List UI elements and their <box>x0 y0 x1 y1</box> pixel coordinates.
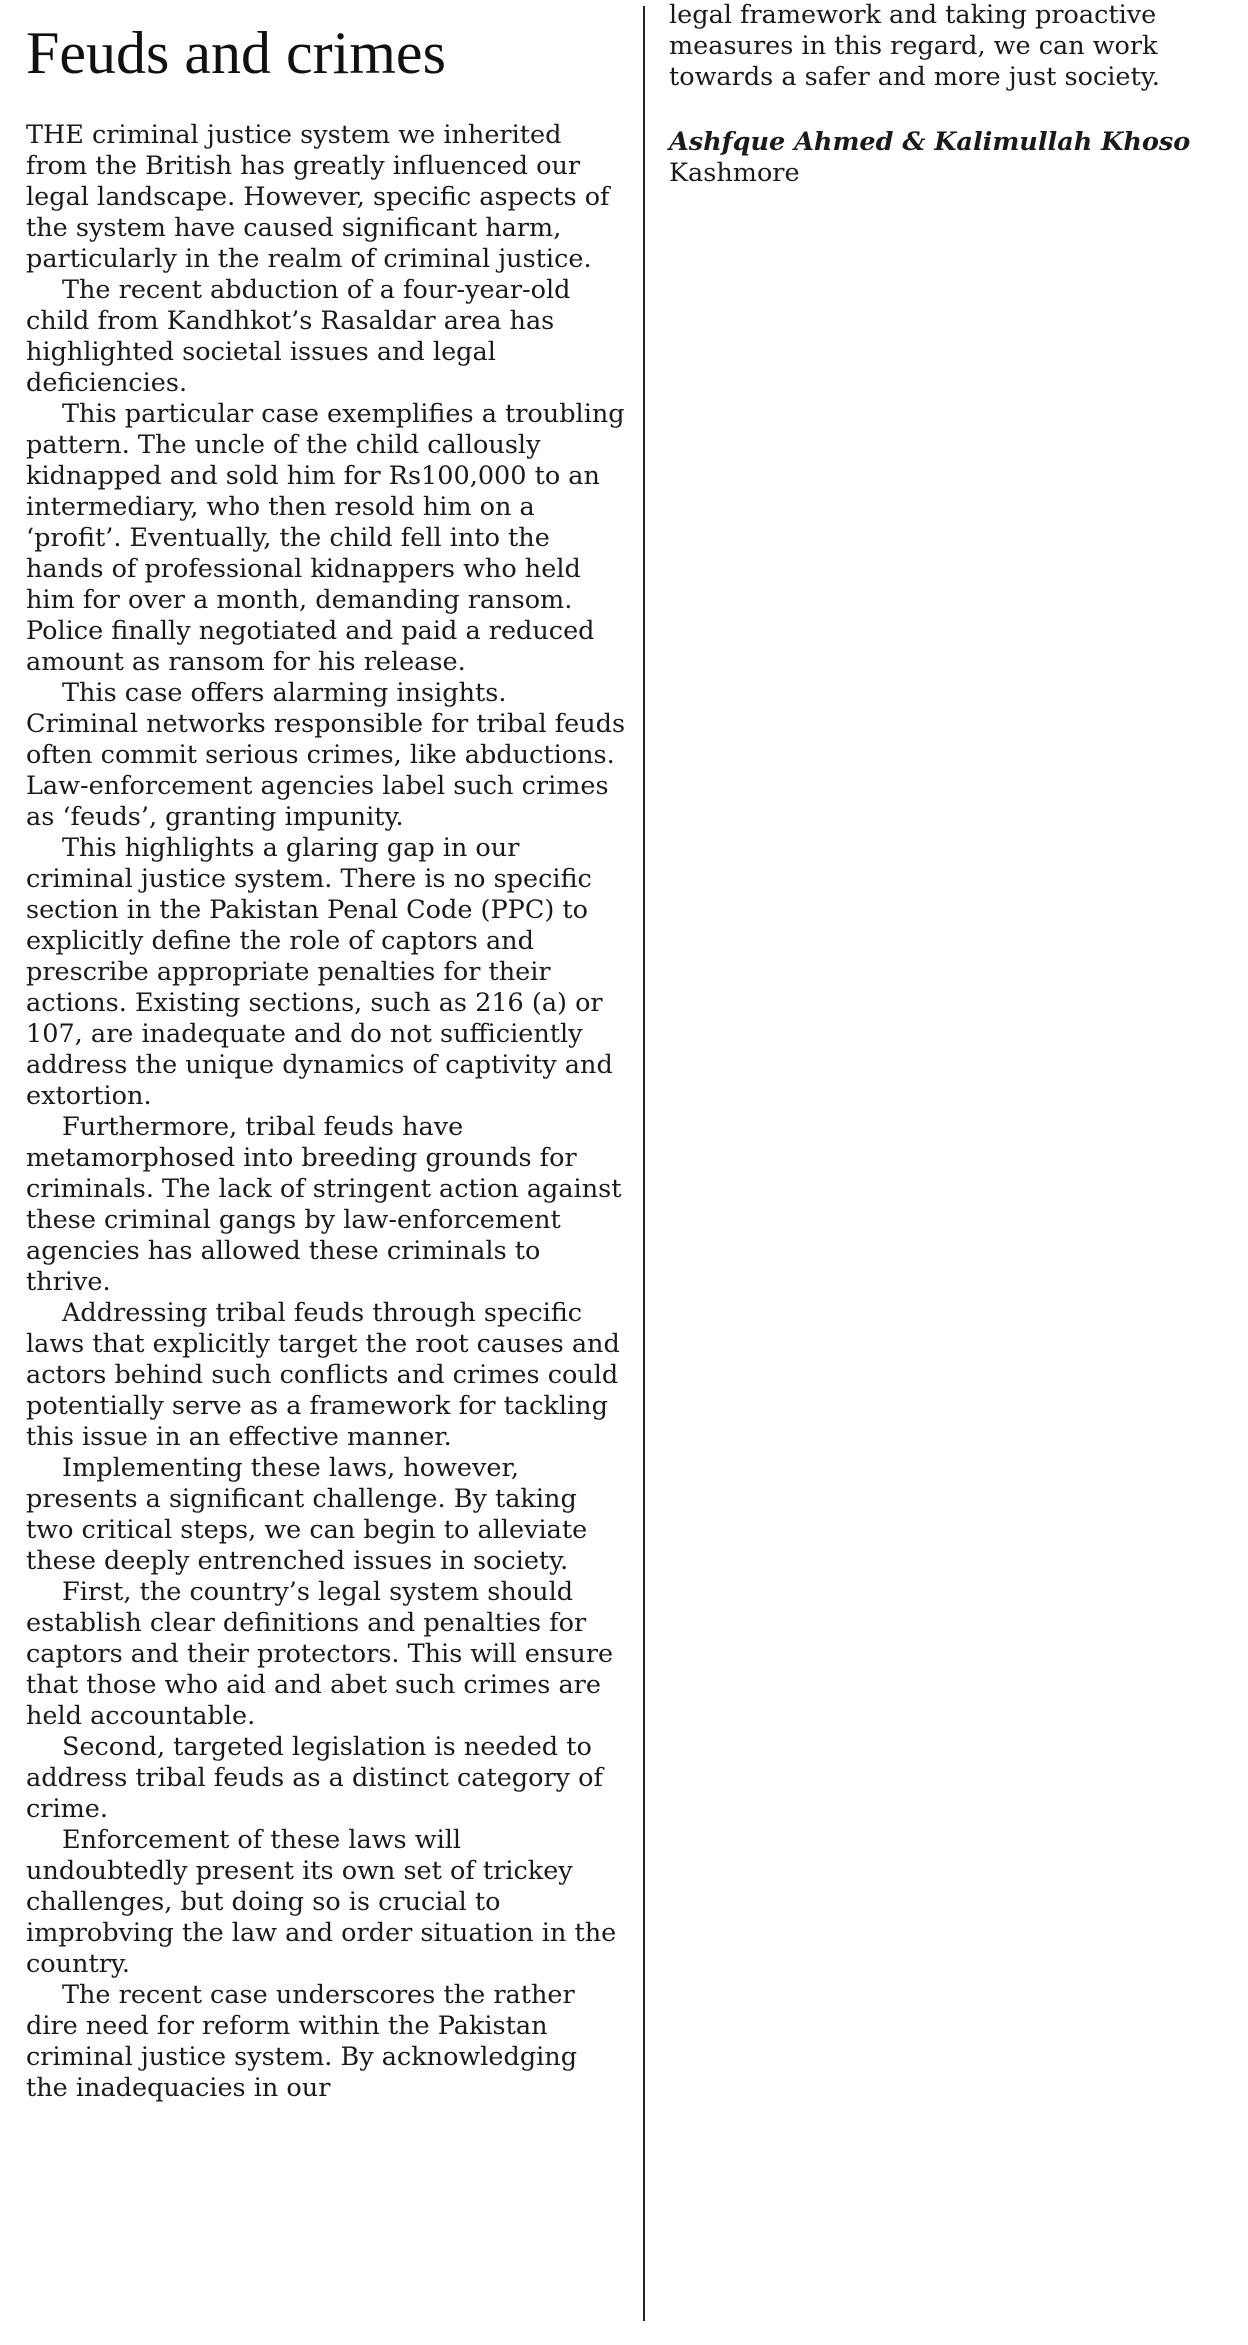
paragraph-6: Furthermore, tribal feuds have metamorphosed into breeding grounds for criminals. The lack of stringent action against these criminal gangs by law-enforcement agencies has allowed these criminals to thrive. <box>26 1112 622 1297</box>
paragraph-5: This highlights a glaring gap in our criminal justice system. There is no specific section in the Pakistan Penal Code (PPC) to explicitly define the role of captors and prescribe appropriate penalties for their actions. Existing sections, such as 216 (a) or 107, are inadequate and do not sufficiently address the unique dynamics of captivity and extortion. <box>26 833 613 1111</box>
headline: Feuds and crimes <box>26 20 446 86</box>
paragraph-12: The recent case underscores the rather dire need for reform within the Pakistan criminal justice system. By acknowledging the inadequacies in our <box>26 1980 578 2103</box>
paragraph-7: Addressing tribal feuds through specific laws that explicitly target the root causes and actors behind such conflicts and crimes could potentially serve as a framework for tackling this issue in an effective manner. <box>26 1298 620 1452</box>
paragraph-10: Second, targeted legislation is needed to address tribal feuds as a distinct category of crime. <box>26 1732 603 1824</box>
paragraph-11: Enforcement of these laws will undoubtedly present its own set of trickey challenges, but doing so is crucial to improbving the law and order situation in the country. <box>26 1825 617 1979</box>
signature <box>669 127 1239 189</box>
author-name: Ashfque Ahmed & Kalimullah Khoso <box>669 127 1191 157</box>
paragraph-4: This case offers alarming insights. Criminal networks responsible for tribal feuds often commit serious crimes, like abductions. Law-enforcement agencies label such crimes as ‘feuds’, granting impunity. <box>26 678 626 832</box>
paragraph-continuation: legal framework and taking proactive measures in this regard, we can work towards a safer and more just society. <box>669 0 1160 92</box>
author-location: Kashmore <box>669 158 800 188</box>
paragraph-2: The recent abduction of a four-year-old child from Kandhkot’s Rasaldar area has highlighted societal issues and legal deficiencies. <box>26 275 571 398</box>
paragraph-9: First, the country’s legal system should establish clear definitions and penalties for captors and their protectors. This will ensure that those who aid and abet such crimes are held accountable. <box>26 1577 614 1731</box>
paragraph-3: This particular case exemplifies a troubling pattern. The uncle of the child callously kidnapped and sold him for Rs100,000 to an intermediary, who then resold him on a ‘profit’. Eventually, the child fell into the hands of professional kidnappers who held him for over a month, demanding ransom. Police finally negotiated and paid a reduced amount as ransom for his release. <box>26 399 625 677</box>
paragraph-8: Implementing these laws, however, presents a significant challenge. By taking two critical steps, we can begin to alleviate these deeply entrenched issues in society. <box>26 1453 588 1576</box>
left-column <box>26 22 626 2104</box>
right-column <box>669 0 1239 189</box>
column-divider <box>643 6 645 2321</box>
paragraph-1: THE criminal justice system we inherited from the British has greatly influenced our legal landscape. However, specific aspects of the system have caused significant harm, particularly in the realm of criminal justice. <box>26 120 610 274</box>
